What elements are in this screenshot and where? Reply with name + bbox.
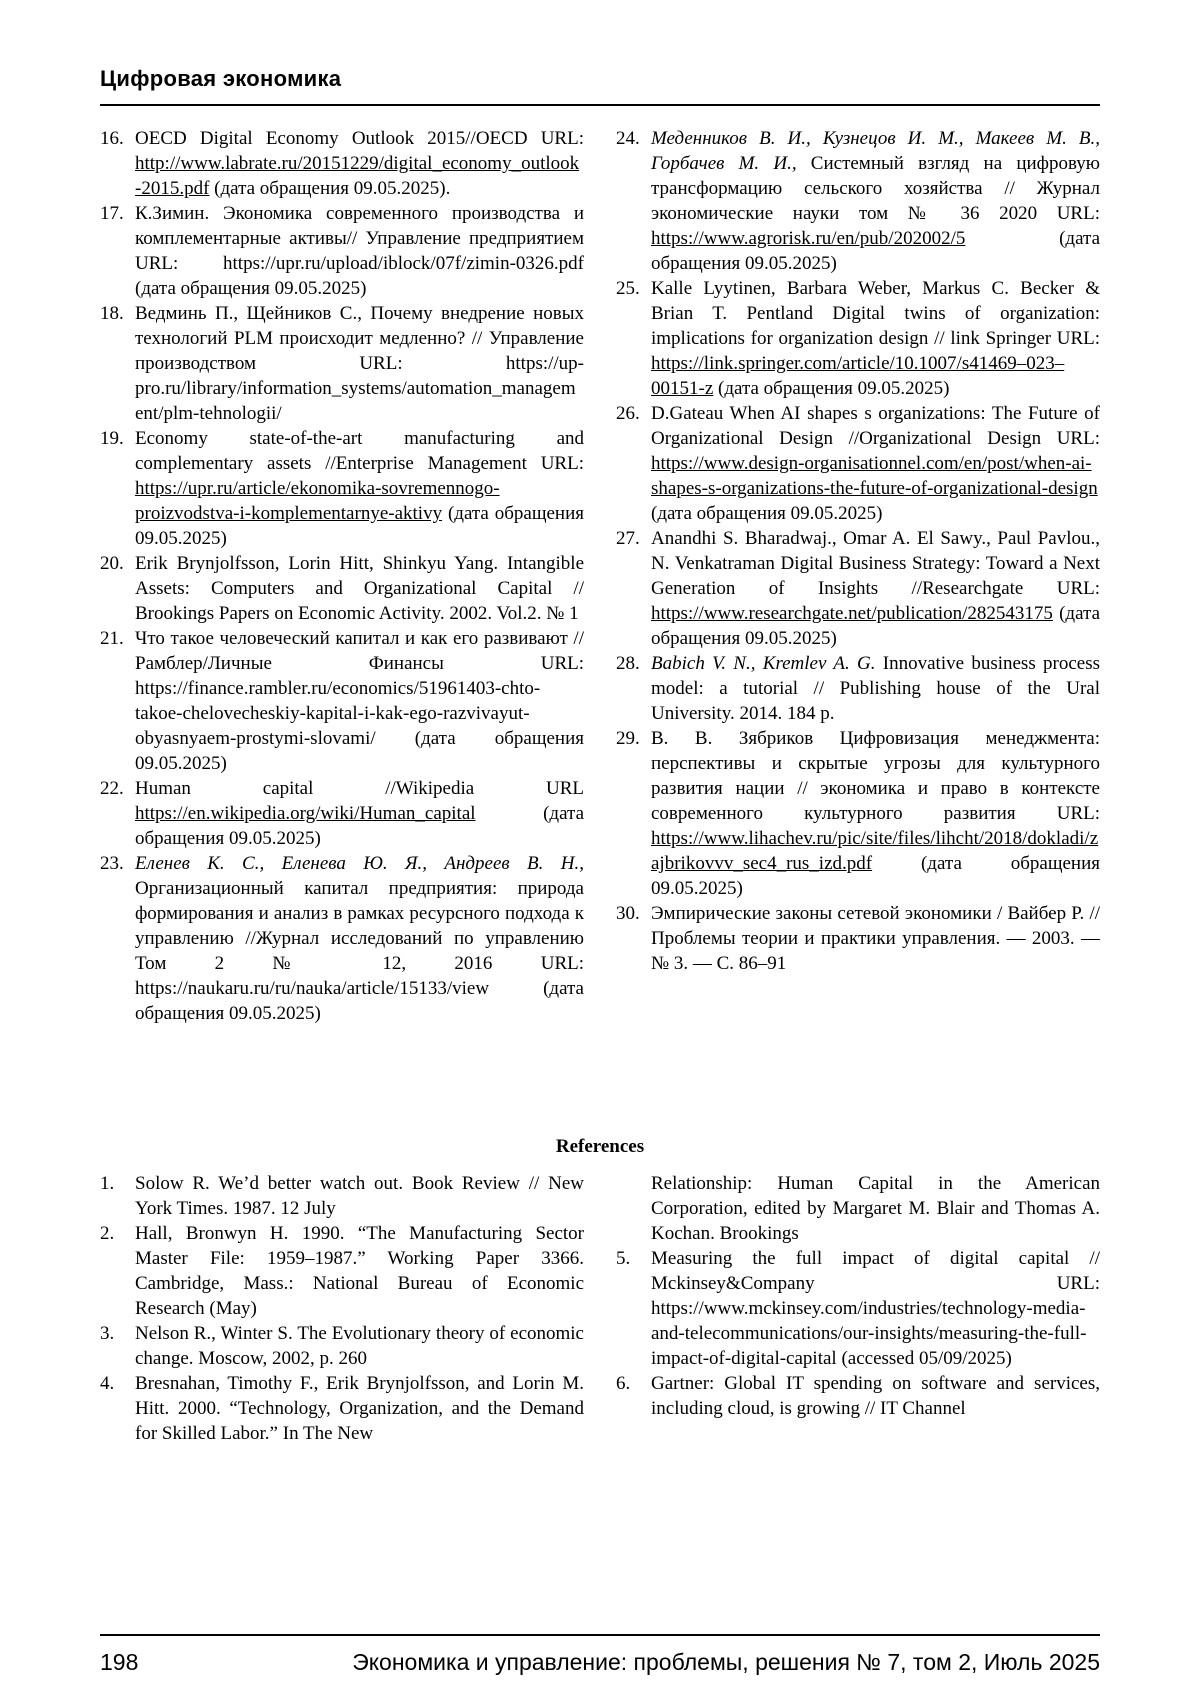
reference-number: 28.: [616, 653, 640, 674]
author-names: Еленев К. С., Еленева Ю. Я., Андреев В. Н.,: [135, 853, 584, 874]
reference-number: 1.: [100, 1173, 115, 1194]
reference-number: 29.: [616, 728, 640, 749]
url-link: https://www.agrorisk.ru/en/pub/202002/5: [651, 228, 966, 249]
reference-item: 17. К.Зимин. Экономика современного производства и комплементарные активы// Управление предприятием URL: https://upr.ru/upload/iblock/07f/zimin-0326.pdf (дата обращения 09.05.2025): [100, 203, 584, 299]
reference-number: 20.: [100, 553, 124, 574]
reference-number: 26.: [616, 403, 640, 424]
reference-item: 1. Solow R. We’d better watch out. Book Review // New York Times. 1987. 12 July: [100, 1173, 584, 1219]
reference-number: 22.: [100, 778, 124, 799]
reference-item: 26. D.Gateau When AI shapes s organizations: The Future of Organizational Design //Organizational Design URL: https://www.design-organisationnel.com/en/post/when-ai-shapes-s-organizations-the-future-of-organizational-design (дата обращения 09.05.2025): [616, 403, 1100, 524]
reference-number: 30.: [616, 903, 640, 924]
reference-number: 6.: [616, 1373, 631, 1394]
reference-item: 6. Gartner: Global IT spending on software and services, including cloud, is growing // IT Channel: [616, 1373, 1100, 1419]
reference-number: 25.: [616, 278, 640, 299]
url-link: https://en.wikipedia.org/wiki/Human_capital: [135, 803, 476, 824]
reference-item: 19. Economy state-of-the-art manufacturing and complementary assets //Enterprise Management URL: https://upr.ru/article/ekonomika-sovremennogo-proizvodstva-i-komplementarnye-aktivy (дата обращения 09.05.2025): [100, 428, 584, 549]
url-link: https://www.design-organisationnel.com/en/post/when-ai-shapes-s-organizations-the-future-of-organizational-design: [651, 453, 1098, 499]
url-link: https://www.researchgate.net/publication/282543175: [651, 603, 1053, 624]
references-left-column: [100, 1171, 584, 1446]
page-number: 198: [100, 1649, 139, 1675]
bibliography-section: [100, 126, 1100, 1106]
reference-item: 27. Anandhi S. Bharadwaj., Omar A. El Sawy., Paul Pavlou., N. Venkatraman Digital Business Strategy: Toward a Next Generation of Insights //Researchgate URL: https://www.researchgate.net/publication/282543175 (дата обращения 09.05.2025): [616, 528, 1100, 649]
reference-item: 30. Эмпирические законы сетевой экономики / Вайбер Р. // Проблемы теории и практики управления. — 2003. — № 3. — С. 86–91: [616, 903, 1100, 974]
reference-item: 18. Ведминь П., Щейников С., Почему внедрение новых технологий PLM происходит медленно? // Управление производством URL: https://up-pro.ru/library/information_systems/automation_management/plm-tehnologii/: [100, 303, 584, 424]
reference-number: 3.: [100, 1323, 115, 1344]
page-footer: [100, 1634, 1100, 1676]
reference-number: 4.: [100, 1373, 115, 1394]
url-link: https://www.lihachev.ru/pic/site/files/lihcht/2018/dokladi/zajbrikovvv_sec4_rus_izd.pdf: [651, 828, 1099, 874]
author-names: Меденников В. И., Кузнецов И. М., Макеев М. В., Горбачев М. И.,: [651, 128, 1100, 174]
footer-rule: [100, 1634, 1100, 1636]
reference-number: 16.: [100, 128, 124, 149]
reference-number: 27.: [616, 528, 640, 549]
references-right-column: [616, 1171, 1100, 1446]
reference-number: 21.: [100, 628, 124, 649]
reference-item: 5. Measuring the full impact of digital capital // Mckinsey&Company URL: https://www.mckinsey.com/industries/technology-media-and-telecommunications/our-insights/measuring-the-full-impact-of-digital-capital (accessed 05/09/2025): [616, 1248, 1100, 1369]
url-link: https://link.springer.com/article/10.1007/s41469–023–00151-z: [651, 353, 1065, 399]
running-head-title: Цифровая экономика: [100, 66, 342, 91]
reference-item: Relationship: Human Capital in the American Corporation, edited by Margaret M. Blair and Thomas A. Kochan. Brookings: [651, 1173, 1100, 1244]
reference-number: 17.: [100, 203, 124, 224]
reference-number: 5.: [616, 1248, 631, 1269]
reference-item: 4. Bresnahan, Timothy F., Erik Brynjolfsson, and Lorin M. Hitt. 2000. “Technology, Organization, and the Demand for Skilled Labor.” In The New: [100, 1373, 584, 1444]
journal-footer-line: Экономика и управление: проблемы, решения № 7, том 2, Июль 2025: [352, 1649, 1100, 1675]
reference-item: 21. Что такое человеческий капитал и как его развивают // Рамблер/Личные Финансы URL: https://finance.rambler.ru/economics/51961403-chto-takoe-chelovecheskiy-kapital-i-kak-ego-razvivayut-obyasnyaem-prostymi-slovami/ (дата обращения 09.05.2025): [100, 628, 584, 774]
bibliography-right-column: [616, 126, 1100, 1106]
bibliography-left-column: [100, 126, 584, 1106]
reference-item: 22. Human capital //Wikipedia URL https://en.wikipedia.org/wiki/Human_capital (дата обращения 09.05.2025): [100, 778, 584, 849]
reference-item: 16. OECD Digital Economy Outlook 2015//OECD URL: http://www.labrate.ru/20151229/digital_economy_outlook-2015.pdf (дата обращения 09.05.2025).: [100, 128, 584, 199]
reference-item: 3. Nelson R., Winter S. The Evolutionary theory of economic change. Moscow, 2002, p. 260: [100, 1323, 584, 1369]
header-rule: [100, 104, 1100, 106]
reference-item: 23. Еленев К. С., Еленева Ю. Я., Андреев В. Н., Организационный капитал предприятия: природа формирования и анализ в рамках ресурсного подхода к управлению //Журнал исследований по управлению Том 2 № 12, 2016 URL: https://naukaru.ru/ru/nauka/article/15133/view (дата обращения 09.05.2025): [100, 853, 584, 1024]
references-heading: References: [555, 1136, 645, 1157]
author-names: Babich V. N., Kremlev A. G.: [651, 653, 883, 674]
references-section: [100, 1171, 1100, 1446]
reference-item: 28. Babich V. N., Kremlev A. G. Innovative business process model: a tutorial // Publishing house of the Ural University. 2014. 184 p.: [616, 653, 1100, 724]
reference-number: 24.: [616, 128, 640, 149]
reference-item: 2. Hall, Bronwyn H. 1990. “The Manufacturing Sector Master File: 1959–1987.” Working Paper 3366. Cambridge, Mass.: National Bureau of Economic Research (May): [100, 1223, 584, 1319]
reference-item: 24. Меденников В. И., Кузнецов И. М., Макеев М. В., Горбачев М. И., Системный взгляд на цифровую трансформацию сельского хозяйства // Журнал экономические науки том № 36 2020 URL: https://www.agrorisk.ru/en/pub/202002/5 (дата обращения 09.05.2025): [616, 128, 1100, 274]
reference-item: 29. В. В. Зябриков Цифровизация менеджмента: перспективы и скрытые угрозы для культурного развития нации // экономика и право в контексте современного культурного развития URL: https://www.lihachev.ru/pic/site/files/lihcht/2018/dokladi/zajbrikovvv_sec4_rus_izd.pdf (дата обращения 09.05.2025): [616, 728, 1100, 899]
reference-item: 20. Erik Brynjolfsson, Lorin Hitt, Shinkyu Yang. Intangible Assets: Computers and Organizational Capital // Brookings Papers on Economic Activity. 2002. Vol.2. № 1: [100, 553, 584, 624]
url-link: http://www.labrate.ru/20151229/digital_economy_outlook-2015.pdf: [135, 153, 580, 199]
footer-row: [100, 1648, 1100, 1676]
reference-number: 19.: [100, 428, 124, 449]
url-link: https://upr.ru/article/ekonomika-sovremennogo-proizvodstva-i-komplementarnye-aktivy: [135, 478, 500, 524]
reference-number: 18.: [100, 303, 124, 324]
reference-item: 25. Kalle Lyytinen, Barbara Weber, Markus C. Becker & Brian T. Pentland Digital twins of organization: implications for organization design // link Springer URL: https://link.springer.com/article/10.1007/s41469–023–00151-z (дата обращения 09.05.2025): [616, 278, 1100, 399]
reference-number: 2.: [100, 1223, 115, 1244]
reference-number: 23.: [100, 853, 124, 874]
